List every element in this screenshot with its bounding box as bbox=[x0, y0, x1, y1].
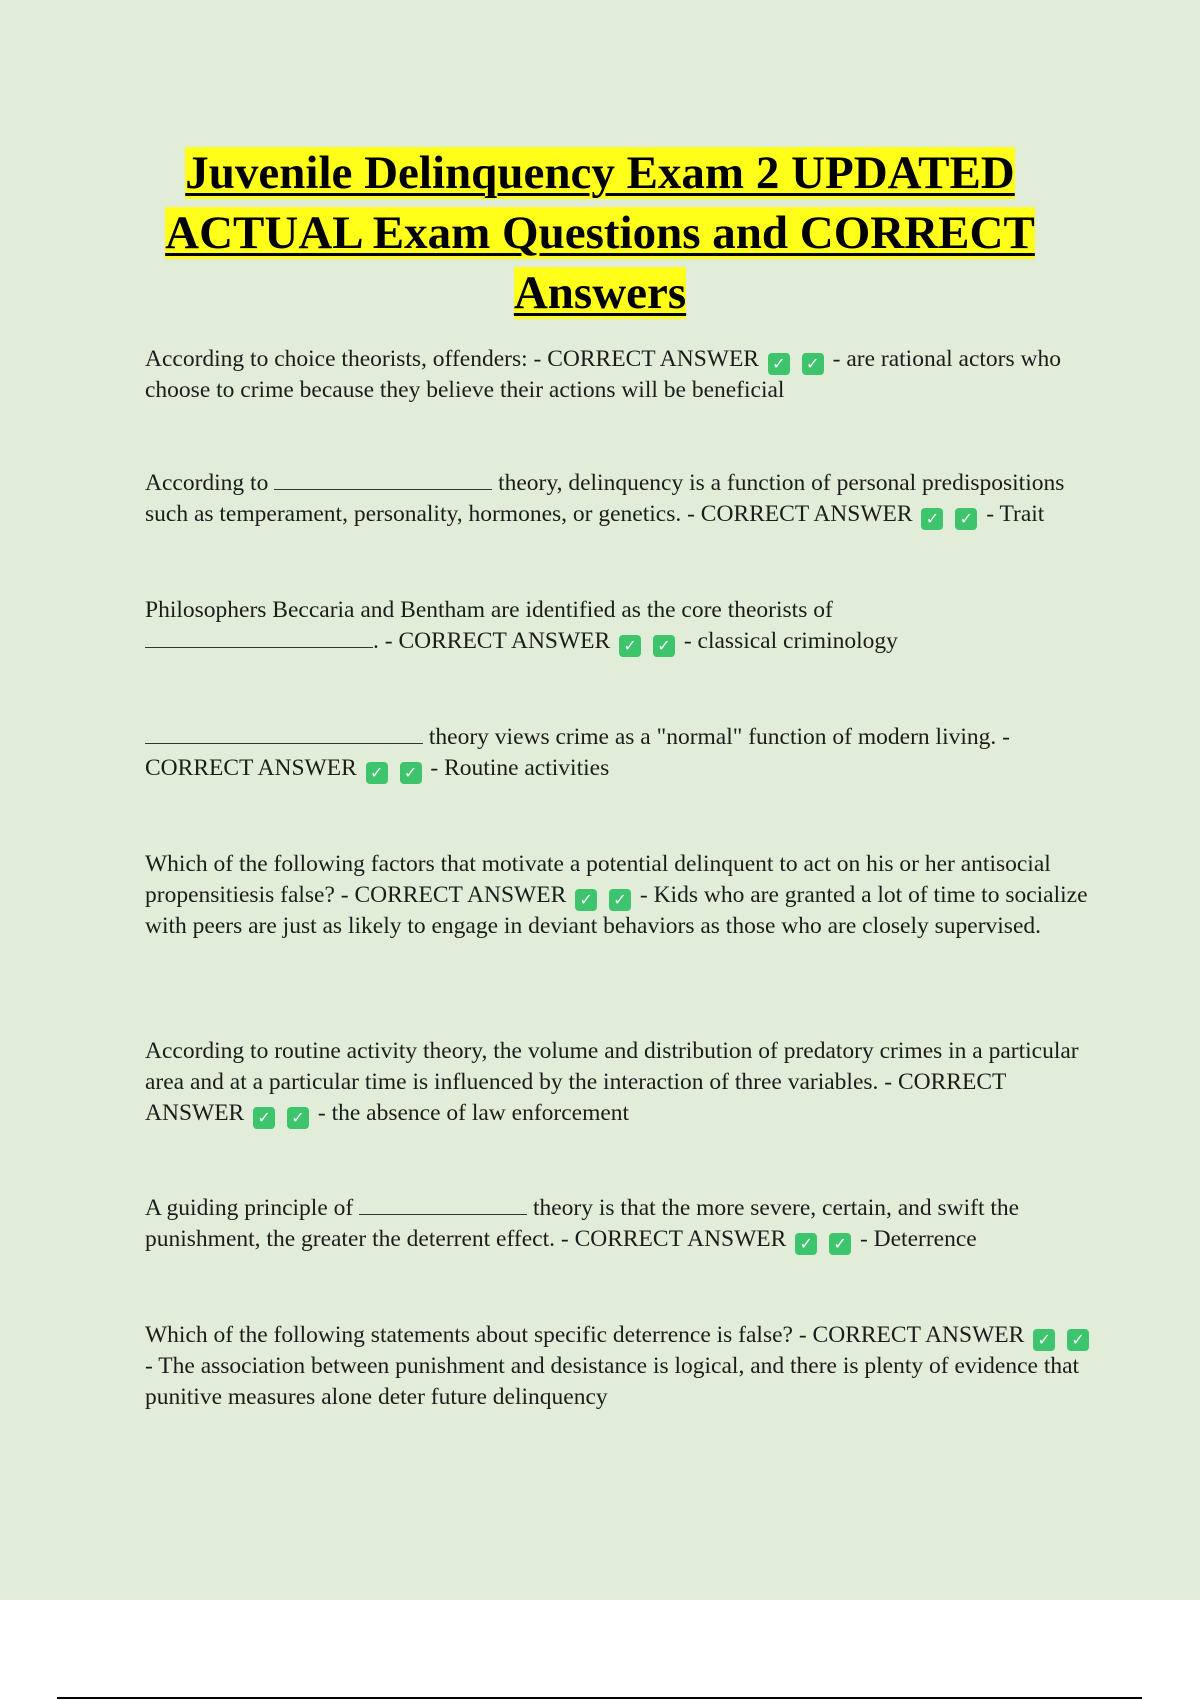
qa-item: Which of the following statements about specific deterrence is false? - CORRECT ANSWER ✓ ✓ - The association between punishment and desistance is logical, and there is plenty of evidence that punitive measures alone deter future delinquency bbox=[145, 1320, 1095, 1413]
check-icon: ✓ bbox=[829, 1233, 851, 1255]
check-icon: ✓ bbox=[253, 1107, 275, 1129]
correct-answer-label: CORRECT ANSWER bbox=[354, 882, 567, 908]
page-bottom-rule bbox=[57, 1697, 1142, 1699]
check-icon: ✓ bbox=[575, 889, 597, 911]
check-icon: ✓ bbox=[768, 353, 790, 375]
answer-text: Kids who are granted a lot of time to socialize with peers are just as likely to engage in deviant behaviors as those who are closely supervised. bbox=[145, 882, 1088, 939]
title-line-3: Answers bbox=[513, 267, 687, 319]
qa-item: According to choice theorists, offenders: - CORRECT ANSWER ✓ ✓ - are rational actors who choose to crime because they believe their actions will be beneficial bbox=[145, 346, 1061, 403]
check-icon: ✓ bbox=[609, 889, 631, 911]
question-text: theory views crime as a "normal" function of modern living. bbox=[428, 724, 997, 750]
check-icon: ✓ bbox=[366, 762, 388, 784]
qa-item: A guiding principle of theory is that the more severe, certain, and swift the punishment, the greater the deterrent effect. - CORRECT ANSWER ✓ ✓ - Deterrence bbox=[145, 1195, 1020, 1253]
check-icon: ✓ bbox=[921, 508, 943, 530]
question-text: According to bbox=[145, 470, 269, 496]
title-line-1: Juvenile Delinquency Exam 2 UPDATED bbox=[185, 147, 1015, 199]
qa-item: According to routine activity theory, the volume and distribution of predatory crimes in a particular area and at a particular time is influenced by the interaction of three variables. - CORRECT ANSWER ✓ ✓ - the absence of law enforcement bbox=[145, 1038, 1079, 1127]
qa-item: Philosophers Beccaria and Bentham are identified as the core theorists of . - CORRECT ANSWER ✓ ✓ - classical criminology bbox=[145, 597, 898, 655]
correct-answer-label: CORRECT ANSWER bbox=[812, 1322, 1025, 1348]
qa-item: Which of the following factors that motivate a potential delinquent to act on his or her antisocial propensitiesis false? - CORRECT ANSWER ✓ ✓ - Kids who are granted a lot of time to socialize with peers are just as likely to engage in deviant behaviors as those who are closely supervised. bbox=[145, 851, 1088, 939]
answer-text: Routine activities bbox=[444, 755, 610, 781]
fill-in-blank bbox=[145, 627, 373, 648]
answer-text: The association between punishment and desistance is logical, and there is plenty of evidence that punitive measures alone deter future delinquency bbox=[145, 1353, 1080, 1410]
question-text: Which of the following factors that motivate a potential delinquent to act on his or her antisocial propensitiesis false? bbox=[145, 851, 1051, 908]
answer-text: Deterrence bbox=[873, 1226, 977, 1252]
check-icon: ✓ bbox=[1067, 1329, 1089, 1351]
question-text: Philosophers Beccaria and Bentham are identified as the core theorists of bbox=[145, 597, 833, 623]
correct-answer-label: CORRECT ANSWER bbox=[145, 1069, 1006, 1126]
check-icon: ✓ bbox=[400, 762, 422, 784]
question-text: A guiding principle of bbox=[145, 1195, 354, 1221]
correct-answer-label: CORRECT ANSWER bbox=[398, 628, 611, 654]
document-title bbox=[100, 143, 1100, 323]
correct-answer-label: CORRECT ANSWER bbox=[574, 1226, 787, 1252]
correct-answer-label: CORRECT ANSWER bbox=[700, 501, 913, 527]
check-icon: ✓ bbox=[955, 508, 977, 530]
fill-in-blank bbox=[359, 1194, 527, 1215]
fill-in-blank bbox=[145, 723, 423, 744]
question-text: According to routine activity theory, the volume and distribution of predatory crimes in a particular area and at a particular time is influenced by the interaction of three variables. bbox=[145, 1038, 1079, 1095]
qa-item: According to theory, delinquency is a function of personal predispositions such as temperament, personality, hormones, or genetics. - CORRECT ANSWER ✓ ✓ - Trait bbox=[145, 470, 1065, 528]
fill-in-blank bbox=[274, 469, 492, 490]
question-text: According to choice theorists, offenders: bbox=[145, 346, 528, 372]
check-icon: ✓ bbox=[795, 1233, 817, 1255]
question-text: theory is that the more severe, certain, and swift the punishment, the greater the deterrent effect. bbox=[145, 1195, 1020, 1252]
check-icon: ✓ bbox=[1033, 1329, 1055, 1351]
check-icon: ✓ bbox=[287, 1107, 309, 1129]
answer-text: Trait bbox=[999, 501, 1045, 527]
correct-answer-label: CORRECT ANSWER bbox=[145, 755, 357, 781]
check-icon: ✓ bbox=[653, 635, 675, 657]
answer-text: the absence of law enforcement bbox=[331, 1100, 630, 1126]
question-text: theory, delinquency is a function of personal predispositions such as temperament, personality, hormones, or genetics. bbox=[145, 470, 1065, 527]
check-icon: ✓ bbox=[802, 353, 824, 375]
title-line-2: ACTUAL Exam Questions and CORRECT bbox=[165, 207, 1035, 259]
answer-text: are rational actors who choose to crime because they believe their actions will be beneficial bbox=[145, 346, 1061, 403]
qa-item: theory views crime as a "normal" function of modern living. - CORRECT ANSWER ✓ ✓ - Routine activities bbox=[145, 724, 1010, 782]
question-text: Which of the following statements about specific deterrence is false? bbox=[145, 1322, 793, 1348]
answer-text: classical criminology bbox=[697, 628, 898, 654]
correct-answer-label: CORRECT ANSWER bbox=[547, 346, 759, 372]
check-icon: ✓ bbox=[619, 635, 641, 657]
